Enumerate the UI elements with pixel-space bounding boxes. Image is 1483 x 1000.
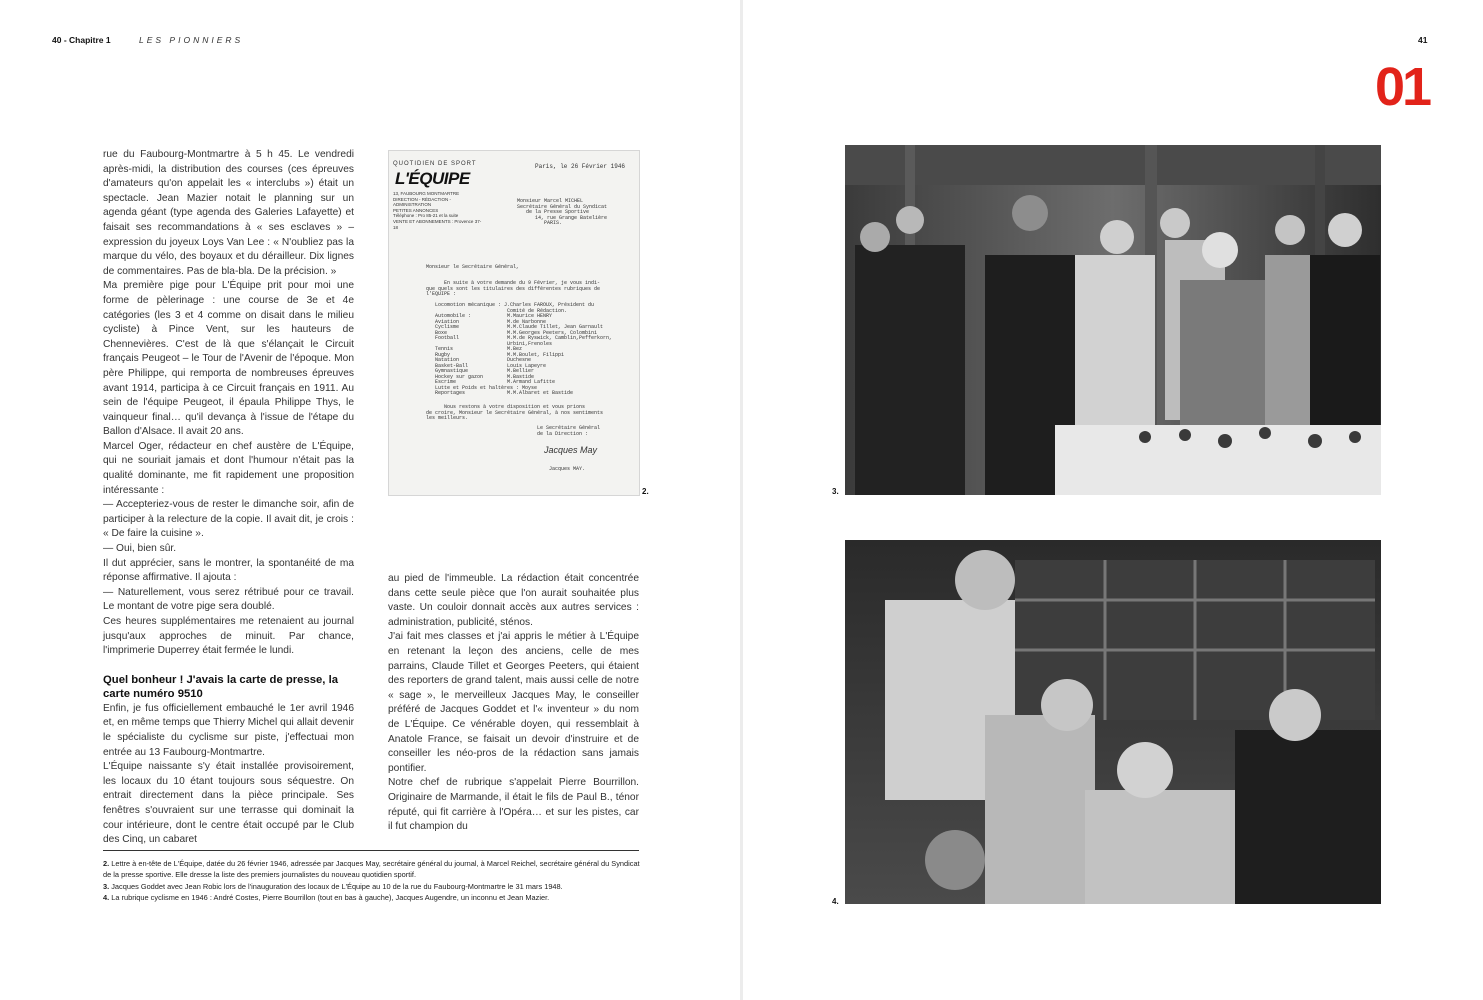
right-page <box>743 0 1483 1000</box>
text-column-2 <box>388 572 639 835</box>
caption-divider <box>103 850 639 851</box>
left-page <box>0 0 740 1000</box>
letter-recipient: Monsieur Marcel MICHEL Secrétaire Général du Syndicat de la Presse Sportive 14, rue Grange Batelière PARIS. <box>517 198 608 226</box>
page-number-right: 41 <box>1418 35 1428 45</box>
paragraph: Il dut apprécier, sans le montrer, la spontanéité de ma réponse affirmative. Il ajouta : <box>103 557 354 584</box>
text-column-1 <box>103 148 354 848</box>
letter-intro: En suite à votre demande du 9 Février, je vous indi- que quels sont les titulaires des différentes rubriques de l'EQUIPE : <box>426 280 601 297</box>
letter-sign-name: Jacques MAY. <box>549 466 586 472</box>
figure-label-2: 2. <box>642 487 649 496</box>
paragraph: — Naturellement, vous serez rétribué pour ce travail. Le montant de votre pige sera doublé. <box>103 586 354 613</box>
paragraph: — Oui, bien sûr. <box>103 543 177 555</box>
paragraph: L'Équipe naissante s'y était installée provisoirement, les locaux du 10 étant toujours sous séquestre. On entrait directement dans la pièce principale. Ses fenêtres s'ouvraient sur une terrasse qui dominait la cour intérieure, dont le centre était occupé par le Club des Cinq, un cabaret <box>103 761 354 846</box>
paragraph: — Accepteriez-vous de rester le dimanche soir, afin de participer à la relecture de la copie. Il avait dit, je crois : « De faire la cuisine ». <box>103 499 354 540</box>
section-heading: Quel bonheur ! J'avais la carte de presse, la carte numéro 9510 <box>103 673 339 700</box>
letter-salutation: Monsieur le Secrétaire Général, <box>426 264 520 270</box>
paragraph: Ma première pige pour L'Équipe prit pour moi une forme de pèlerinage : une course de 3e et 4e catégories (les 3 et 4 comme on disait dans le milieu cycliste) à Pince Vent, sur les hauteurs de Chennevières. C'est de là que s'élançait le Circuit français Peugeot – le Tour de l'Avenir de l'époque. Mon père Philippe, qui remporta de nombreuses épreuves avant 1914, participa à ce Circuit français en 1911. Au sein de l'équipe Peugeot, il épaula Philippe Thys, le vainqueur final… qu'il devança à l'issue de l'étape du Ballon d'Alsace. Il avait 20 ans. <box>103 280 354 438</box>
running-head: LES PIONNIERS <box>139 35 244 45</box>
photo-inauguration <box>845 145 1381 495</box>
letterhead-tagline: QUOTIDIEN DE SPORT <box>393 161 477 167</box>
photo-inauguration-image <box>845 145 1381 495</box>
caption-2: 2. Lettre à en-tête de L'Équipe, datée du 26 février 1946, adressée par Jacques May, secrétaire général du journal, à Marcel Reichel, secrétaire général du Syndicat de la presse sportive. Elle dresse la liste des premiers journalistes du nouveau quotidien sportif. <box>103 859 640 880</box>
photo-cycling-desk-image <box>845 540 1381 904</box>
caption-3: 3. Jacques Goddet avec Jean Robic lors de l'inauguration des locaux de L'Équipe au 10 de la rue du Faubourg-Montmartre le 31 mars 1948. <box>103 881 563 891</box>
letterhead-figure <box>388 150 640 496</box>
letter-closing: Nous restons à votre disposition et vous prions de croire, Monsieur le Secrétaire Général, à nos sentiments les meilleurs. <box>426 404 604 421</box>
figure-label-3: 3. <box>832 487 839 496</box>
letter-sign-title: Le Secrétaire Général de la Direction : <box>537 425 601 437</box>
paragraph: Notre chef de rubrique s'appelait Pierre Bourrillon. Originaire de Marmande, il était le fils de Paul B., ténor réputé, qui fit carrière à l'Opéra… et sur les pistes, car il fut champion du <box>388 777 639 833</box>
paragraph: rue du Faubourg-Montmartre à 5 h 45. Le vendredi après-midi, la distribution des courses (ces épreuves d'amateurs qu'on appelait les « interclubs ») était un spectacle. Jean Mazier notait le planning sur un agenda géant (type agenda des Galeries Lafayette) et faisait ses recommandations à « ses esclaves » – expression du joyeux Loys Van Lee : « N'oubliez pas la marque du vélo, des boyaux et du dérailleur. Dix lignes de commentaires. Pas de bla-bla. De la précision. » <box>103 149 354 277</box>
captions <box>103 858 643 904</box>
figure-label-4: 4. <box>832 897 839 906</box>
paragraph: Marcel Oger, rédacteur en chef austère de L'Équipe, qui ne souriait jamais et dont l'humour n'était pas la qualité dominante, me fit rapidement une proposition intéressante : <box>103 440 354 496</box>
photo-cycling-desk <box>845 540 1381 904</box>
letter-list: Locomotion mécanique : J.Charles FAROUX, Président du Comité de Rédaction. Automobile : M.Maurice HENRY Aviation M.de Narbonne Cyclisme M.M.Claude Tillet, Jean Garnault Boxe M.M.Georges Peeters, Colombini Football M.M.de Ryswick, Camblin,Pefferkorn, Urbini,Frenoles Tennis M.Bez Rugby M.M.Boulet, Filippi Natation Duchesne Basket-Ball Louis Lapeyre Gymnastique M.Bellier Hockey sur gazon M.Bastide Escrime M.Armand Lafitte Lutte et Poids et haltères : Moyse Reportages M.M.Albaret et Bastide <box>435 302 613 396</box>
paragraph: au pied de l'immeuble. La rédaction était concentrée dans cette seule pièce que l'on aurait souhaitée plus vaste. Un couloir donnait accès aux autres services : administration, publicité, sténos. <box>388 573 639 628</box>
paragraph: J'ai fait mes classes et j'ai appris le métier à L'Équipe en retenant la leçon des anciens, celle de mes parrains, Claude Tillet et Georges Peeters, qui étaient des reporters de grand talent, mais aussi celle de notre « sage », le merveilleux Jacques May, le conseiller préféré de Jacques Goddet et l'« inventeur » du nom de L'Équipe. Ce vénérable doyen, qui ressemblait à Anatole France, se faisait un devoir d'instruire et de conseiller les néo-pros de la rédaction sans jamais pontifier. <box>388 631 639 774</box>
handwritten-signature: Jacques May <box>544 445 598 455</box>
chapter-number: 01 <box>1375 57 1430 117</box>
page-number-left: 40 - Chapitre 1 <box>52 35 111 45</box>
letterhead-address: 13, FAUBOURG MONTMARTRE DIRECTION - RÉDACTION - ADMINISTRATION PETITES ANNONCES Téléphone : Pro 85-21 et la suite VENTE ET ABONNEMENTS : Provence 37-18 <box>393 191 482 230</box>
lequipe-logo: L'ÉQUIPE <box>395 169 470 188</box>
letter-date: Paris, le 26 Février 1946 <box>535 163 626 170</box>
paragraph: Enfin, je fus officiellement embauché le 1er avril 1946 et, en même temps que Thierry Michel qui allait devenir le spécialiste du cyclisme sur piste, j'effectuai mon entrée au 13 Faubourg-Montmartre. <box>103 702 354 758</box>
caption-4: 4. La rubrique cyclisme en 1946 : André Costes, Pierre Bourrillon (tout en bas à gauche), Jacques Augendre, un inconnu et Jean Mazier. <box>103 893 550 903</box>
paragraph: Ces heures supplémentaires me retenaient au journal jusqu'aux approches de minuit. Par chance, l'imprimerie Duperrey était fermée le lundi. <box>103 616 354 657</box>
